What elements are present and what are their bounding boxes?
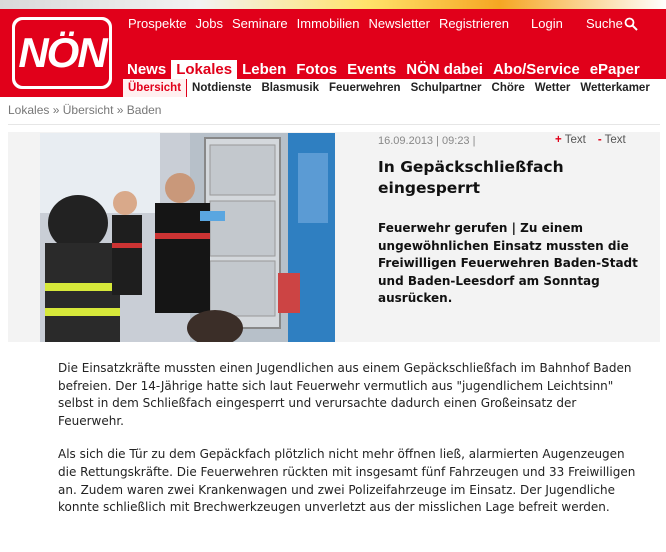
article-title: In Gepäckschließfach eingesperrt: [378, 158, 564, 197]
nav-news[interactable]: News: [127, 61, 167, 78]
non-logo[interactable]: [12, 17, 112, 89]
subnav-uebersicht[interactable]: Übersicht: [122, 79, 187, 97]
article-paragraph: Die Einsatzkräfte mussten einen Jugendlichen aus einem Gepäckschließfach im Bahnhof Baden befreien. Der 14-Jährige hatte sich laut Feuerwehr vermutlich aus "jugendlichem Leichtsinn" selbst in dem Schließfach eingesperrt und verursachte dadurch einen Großeinsatz der Feuerwehr.: [58, 361, 632, 428]
logo-text: NÖN: [18, 29, 106, 76]
nav-epaper[interactable]: ePaper: [589, 61, 640, 78]
text-size-controls: [555, 134, 626, 146]
breadcrumb-separator: »: [116, 103, 127, 117]
top-link-newsletter[interactable]: Newsletter: [368, 16, 430, 31]
logo-background: [15, 20, 109, 86]
article-date: 16.09.2013 | 09:23 |: [378, 135, 476, 147]
nav-abo-service[interactable]: Abo/Service: [492, 61, 580, 78]
article-lead: Feuerwehr gerufen | Zu einem ungewöhnlichen Einsatz mussten die Freiwilligen Feuerwehren Baden-Stadt und Baden-Leesdorf am Sonntag ausrücken.: [378, 221, 638, 306]
breadcrumb-baden[interactable]: Baden: [126, 103, 162, 117]
nav-leben[interactable]: Leben: [242, 61, 287, 78]
top-links: [128, 16, 509, 31]
breadcrumb-divider: [8, 124, 660, 125]
top-link-prospekte[interactable]: Prospekte: [128, 16, 187, 31]
minus-icon: -: [597, 134, 602, 146]
top-link-jobs[interactable]: Jobs: [195, 16, 224, 31]
top-link-seminare[interactable]: Seminare: [232, 16, 288, 31]
subnav-wetter[interactable]: Wetter: [534, 82, 571, 94]
breadcrumb-uebersicht[interactable]: Übersicht: [62, 103, 114, 117]
main-nav: [122, 60, 645, 80]
promo-banner-strip[interactable]: [0, 0, 666, 9]
subnav-schulpartner[interactable]: Schulpartner: [410, 82, 482, 94]
sub-nav: [122, 79, 666, 97]
breadcrumb-separator: »: [52, 103, 63, 117]
article-photo[interactable]: [40, 133, 335, 342]
nav-events[interactable]: Events: [347, 61, 397, 78]
plus-icon: +: [555, 134, 562, 146]
search-link[interactable]: Suche: [586, 16, 623, 31]
login-link[interactable]: Login: [531, 16, 563, 31]
subnav-blasmusik[interactable]: Blasmusik: [261, 82, 319, 94]
subnav-choere[interactable]: Chöre: [491, 82, 525, 94]
subnav-wetterkamer[interactable]: Wetterkamer: [580, 82, 650, 94]
article-paragraph: Als sich die Tür zu dem Gepäckfach plötzlich nicht mehr öffnen ließ, alarmierten Augenzeugen die Rettungskräfte. Die Feuerwehren rückten mit insgesamt fünf Fahrzeugen und 33 Freiwilligen an. Zudem waren zwei Krankenwagen und zwei Polizeifahrzeuge im Einsatz. Der Jugendliche konnte schließlich mit Brechwerkzeugen unverletzt aus der misslichen Lage befreit werden.: [58, 447, 636, 515]
top-link-immobilien[interactable]: Immobilien: [296, 16, 360, 31]
nav-lokales[interactable]: Lokales: [171, 60, 237, 80]
text-smaller-button[interactable]: [598, 134, 626, 146]
text-larger-button[interactable]: [555, 134, 586, 146]
nav-non-dabei[interactable]: NÖN dabei: [406, 61, 483, 78]
breadcrumb: [8, 103, 161, 117]
site-header: [0, 0, 666, 97]
nav-fotos[interactable]: Fotos: [296, 61, 338, 78]
breadcrumb-lokales[interactable]: Lokales: [8, 103, 50, 117]
top-link-registrieren[interactable]: Registrieren: [438, 16, 510, 31]
text-larger-label: Text: [564, 134, 586, 146]
subnav-notdienste[interactable]: Notdienste: [192, 82, 252, 94]
text-smaller-label: Text: [604, 134, 626, 146]
article-body: [58, 360, 638, 533]
search-icon[interactable]: [624, 17, 638, 31]
subnav-feuerwehren[interactable]: Feuerwehren: [329, 82, 401, 94]
